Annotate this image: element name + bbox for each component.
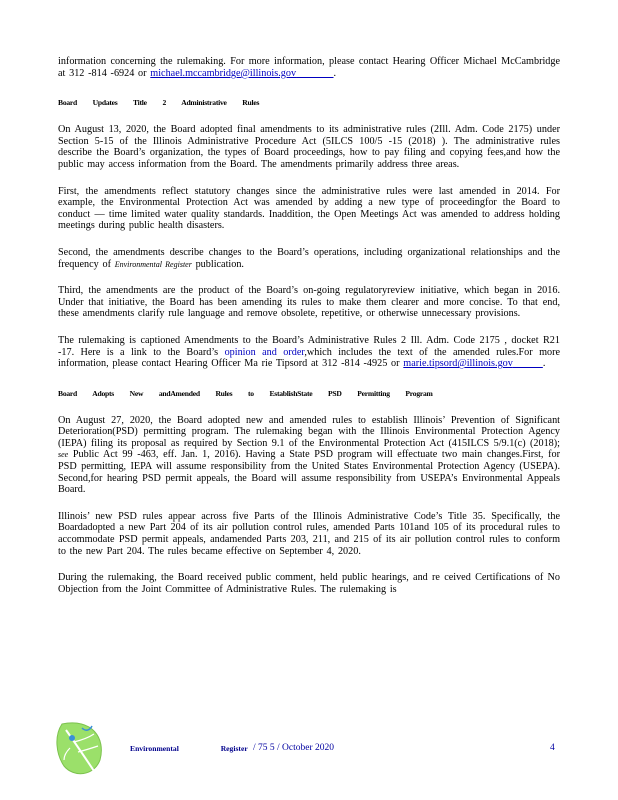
footer-page-number: 4 [550,743,555,753]
section1-paragraph-4: Third, the amendments are the product of the Board’s on-going regulatoryreview initiative, which began in 2016. Under that initiative, the Board has been amending its rules to make them clearer and more concise. To that end, these amendments clarify rule language and remove obsolete, repetitive, or otherwise unnecessary provisions. [58,285,560,320]
s2p1-after: Public Act 99 -463, eff. Jan. 1, 2016). Having a State PSD program will effectuate two main changes.First, for PSD permitting, IEPA will assume responsibility from the United States Environmental Protection Agency (USEPA). Second,for hearing PSD permit appeals, the Board will assume responsibility from USEPA’s Environmental Appeals Board. [58,449,560,496]
s2p1-italic: see [58,450,69,460]
section2-paragraph-2: Illinois’ new PSD rules appear across five Parts of the Illinois Administrative Code’s Title 35. Specifically, the Boardadopted a new Part 204 of its air pollution control rules, amended Parts 101and 105 of its procedural rules to accommodate PSD permit appeals, andamended Parts 203, 211, and 215 of its air pollution control rules to conform to the new Part 204. The rules became effective on September 4, 2020. [58,510,560,557]
page-body [58,56,560,595]
section-heading-psd: Board Adopts New andAmended Rules to EstablishState PSD Permitting Program [58,388,433,398]
email-link-tipsord[interactable]: marie.tipsord@illinois.gov [403,358,513,370]
s2p1-before: On August 27, 2020, the Board adopted new and amended rules to establish Illinois’ Prevention of Significant Deterioration(PSD) permitting program. The rulemaking began with the Illinois Environmental Protection Agency (IEPA) filing its proposal as required by Section 9.1 of the Environmental Protection Act (415ILCS 5/9.1(c) (2018); [58,414,560,449]
p3-italic: Environmental Register [114,259,192,269]
section-heading-title2: Board Updates Title 2 Administrative Rules [58,98,260,108]
footer-publication: Environmental Register [130,744,248,753]
intro-paragraph [58,56,560,79]
section1-paragraph-2: First, the amendments reflect statutory changes since the administrative rules were last amended in 2014. For example, the Environmental Protection Act was amended by adding a new type of proceedingfor the Board to conduct — time limited water quality standards. Inaddition, the Open Meetings Act was amended to address holding meetings during public health disasters. [58,185,560,232]
p3-after: publication. [191,258,244,270]
section1-paragraph-3 [58,247,560,270]
intro-text: information concerning the rulemaking. For more information, please contact Hearing Officer Michael McCambridge at 312 -814 -6924 or [58,56,560,79]
section1-paragraph-5 [58,335,560,370]
p5-after: . [542,358,546,370]
section2-paragraph-1 [58,415,560,496]
page-footer [58,741,560,757]
intro-after: . [333,67,337,79]
p3-before: Second, the amendments describe changes to the Board’s operations, including organizational relationships and the frequency of [58,246,560,270]
section2-paragraph-3: During the rulemaking, the Board received public comment, held public hearings, and re ceived Certifications of No Objection from the Joint Committee of Administrative Rules. The rulemaking is [58,572,560,595]
footer-issue: / 75 5 / October 2020 [253,743,335,753]
email-link-mccambridge[interactable]: michael.mccambridge@illinois.gov [150,67,297,79]
opinion-order-link[interactable]: opinion and order [224,346,305,358]
section1-paragraph-1: On August 13, 2020, the Board adopted final amendments to its administrative rules (2Ill. Adm. Code 2175) under Section 5-15 of the Illinois Administrative Procedure Act (5ILCS 100/5 -15 (2018) ). The administrative rules describe the Board’s organization, the types of Board proceedings, how to pay filing and copying fees,and how the public may access information from the Board. The amendments primarily address three areas. [58,124,560,170]
p5-mid: ,which includes the text of the amended rules.For more information, please contact Hearing Officer Ma rie Tipsord at 312 -814 -4925 or [58,346,561,370]
p5-before: The rulemaking is captioned Amendments to the Board’s Administrative Rules 2 Ill. Adm. Code 2175 , docket R21 -17. Here is a link to the Board’s [58,334,560,358]
